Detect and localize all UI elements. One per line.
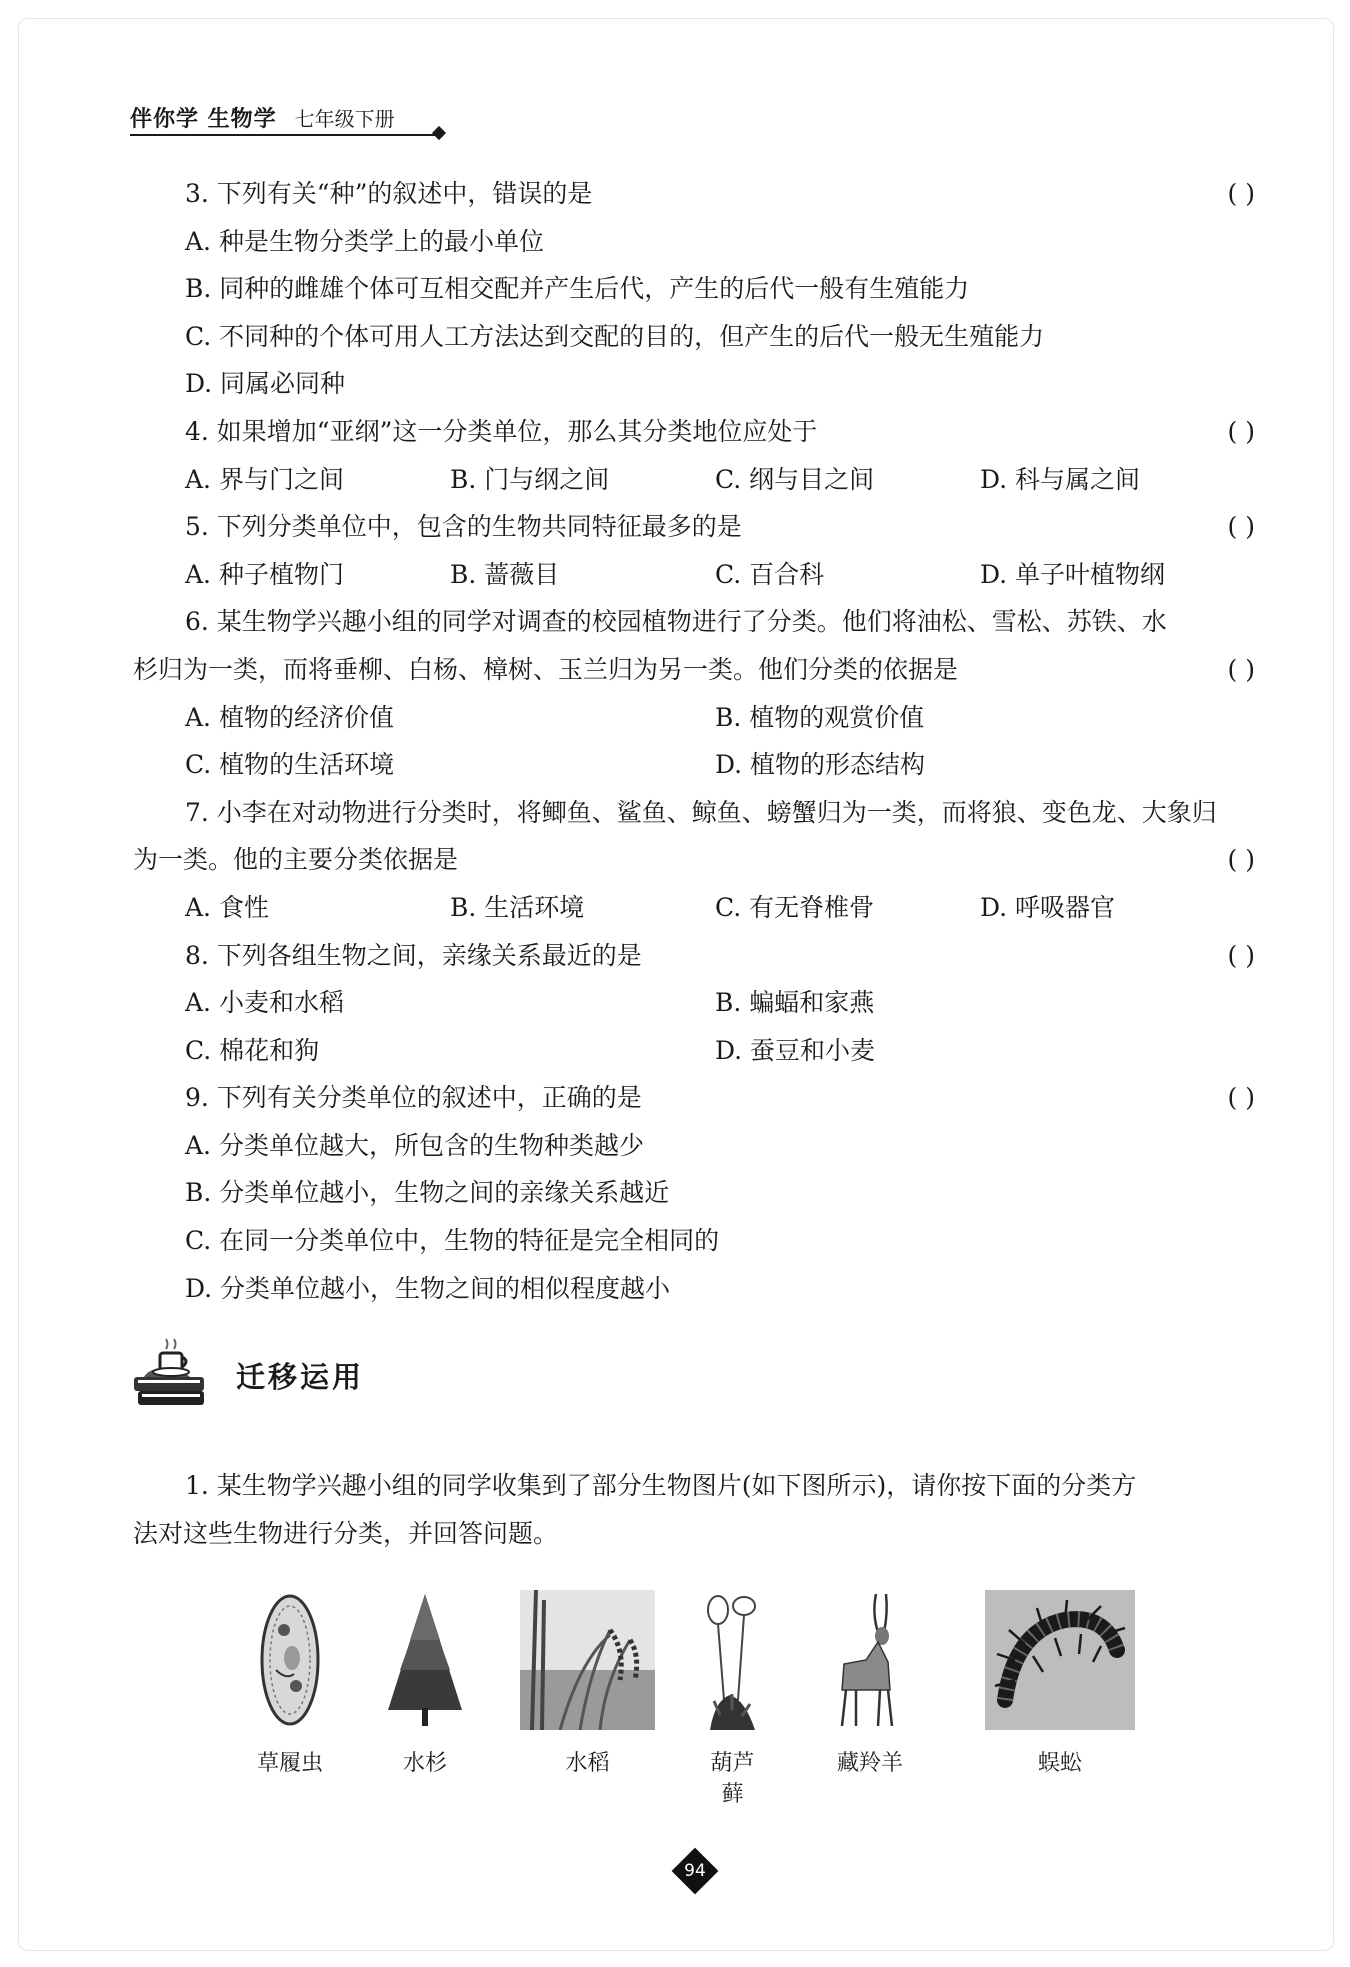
figure-paramecium — [250, 1590, 330, 1777]
figure-caption: 葫芦藓 — [710, 1751, 755, 1807]
option-row — [133, 360, 1255, 408]
question-stem: 1. 某生物学兴趣小组的同学收集到了部分生物图片(如下图所示)，请你按下面的分类方 — [185, 1471, 1137, 1500]
option-B: B. 分类单位越小，生物之间的亲缘关系越近 — [185, 1178, 670, 1208]
option-A: A. 界与门之间 — [185, 464, 344, 494]
rice-image — [520, 1590, 655, 1730]
option-B: B. 蔷薇目 — [450, 559, 560, 589]
option-row — [133, 979, 1255, 1027]
option-row — [133, 218, 1255, 266]
figure-caption: 水稻 — [565, 1751, 610, 1776]
stem-text: 5. 下列分类单位中，包含的生物共同特征最多的是 — [185, 512, 742, 542]
option-A: A. 小麦和水稻 — [185, 988, 344, 1018]
figure-centipede — [985, 1590, 1135, 1777]
answer-blank[interactable]: ( ) — [1227, 512, 1255, 542]
option-D: D. 分类单位越小，生物之间的相似程度越小 — [185, 1273, 671, 1303]
option-row — [133, 265, 1255, 313]
option-row — [133, 1122, 1255, 1170]
answer-blank[interactable]: ( ) — [1227, 1083, 1255, 1113]
centipede-image — [985, 1590, 1135, 1730]
figure-moss — [700, 1590, 765, 1808]
question-list — [133, 170, 1255, 1312]
option-row — [133, 741, 1255, 789]
page-number: 94 — [684, 1861, 706, 1881]
figure-caption: 水杉 — [402, 1751, 447, 1776]
question-stem-q6 — [133, 598, 1255, 646]
option-A: A. 种是生物分类学上的最小单位 — [185, 226, 544, 256]
option-C: C. 百合科 — [715, 559, 825, 589]
stem-text: 4. 如果增加“亚纲”这一分类单位，那么其分类地位应处于 — [185, 416, 818, 446]
running-header — [130, 102, 395, 138]
dawn-redwood-image — [380, 1590, 470, 1730]
books-coffee-icon — [130, 1335, 220, 1415]
answer-blank[interactable]: ( ) — [1227, 654, 1255, 684]
moss-image — [700, 1590, 765, 1730]
paramecium-image — [250, 1590, 330, 1730]
question-stem-cont — [133, 646, 1255, 694]
option-B: B. 植物的观赏价值 — [715, 702, 925, 732]
figure-antelope — [830, 1590, 910, 1777]
option-row — [133, 694, 1255, 742]
stem-text: 3. 下列有关“种”的叙述中，错误的是 — [185, 179, 593, 208]
header-rule — [130, 134, 440, 136]
option-row — [133, 456, 1255, 504]
option-D: D. 单子叶植物纲 — [980, 559, 1166, 589]
question-stem-cont — [133, 836, 1255, 884]
option-A: A. 种子植物门 — [185, 559, 344, 589]
answer-blank[interactable]: ( ) — [1227, 416, 1255, 446]
option-row — [133, 1169, 1255, 1217]
answer-blank[interactable]: ( ) — [1227, 845, 1255, 875]
option-D: D. 植物的形态结构 — [715, 750, 926, 780]
option-C: C. 在同一分类单位中，生物的特征是完全相同的 — [185, 1226, 720, 1256]
question-stem-q7 — [133, 789, 1255, 837]
question-stem-q3 — [133, 170, 1255, 218]
option-D: D. 同属必同种 — [185, 369, 346, 399]
answer-blank[interactable]: ( ) — [1227, 179, 1255, 208]
question-stem-q5 — [133, 503, 1255, 551]
option-row — [133, 551, 1255, 599]
stem-text: 8. 下列各组生物之间，亲缘关系最近的是 — [185, 940, 642, 970]
stem-text: 9. 下列有关分类单位的叙述中，正确的是 — [185, 1083, 642, 1113]
option-D: D. 科与属之间 — [980, 464, 1141, 494]
organism-figures — [230, 1590, 1170, 1807]
option-D: D. 蚕豆和小麦 — [715, 1035, 876, 1065]
stem-text-cont: 为一类。他的主要分类依据是 — [133, 845, 459, 875]
figure-caption: 草履虫 — [256, 1751, 323, 1776]
section-title: 迁移运用 — [236, 1359, 365, 1394]
book-title: 伴你学 生物学 — [130, 107, 277, 132]
option-row — [133, 1265, 1255, 1313]
option-B: B. 门与纲之间 — [450, 464, 610, 494]
option-A: A. 食性 — [185, 892, 269, 922]
transfer-question-1 — [133, 1462, 1255, 1557]
option-row — [133, 1217, 1255, 1265]
option-B: B. 蝙蝠和家燕 — [715, 988, 875, 1018]
question-stem-cont: 法对这些生物进行分类，并回答问题。 — [133, 1518, 559, 1548]
stem-text-cont: 杉归为一类，而将垂柳、白杨、樟树、玉兰归为另一类。他们分类的依据是 — [133, 654, 959, 684]
figure-caption: 蜈蚣 — [1037, 1751, 1082, 1776]
option-B: B. 同种的雌雄个体可互相交配并产生后代，产生的后代一般有生殖能力 — [185, 274, 970, 304]
option-B: B. 生活环境 — [450, 892, 585, 922]
question-stem-q8 — [133, 932, 1255, 980]
option-row — [133, 1027, 1255, 1075]
question-stem-q9 — [133, 1074, 1255, 1122]
option-C: C. 有无脊椎骨 — [715, 892, 875, 922]
answer-blank[interactable]: ( ) — [1227, 940, 1255, 970]
stem-text: 7. 小李在对动物进行分类时，将鲫鱼、鲨鱼、鲸鱼、螃蟹归为一类，而将狼、变色龙、大象归 — [185, 797, 1217, 827]
figure-rice — [520, 1590, 655, 1777]
option-A: A. 分类单位越大，所包含的生物种类越少 — [185, 1130, 644, 1160]
figure-caption: 藏羚羊 — [836, 1751, 903, 1776]
page-number-badge — [672, 1848, 718, 1894]
option-D: D. 呼吸器官 — [980, 892, 1116, 922]
antelope-image — [830, 1590, 910, 1730]
stem-text: 6. 某生物学兴趣小组的同学对调查的校园植物进行了分类。他们将油松、雪松、苏铁、水 — [185, 607, 1167, 637]
option-C: C. 植物的生活环境 — [185, 750, 395, 780]
section-heading — [130, 1335, 364, 1415]
option-A: A. 植物的经济价值 — [185, 702, 394, 732]
question-stem-q4 — [133, 408, 1255, 456]
option-C: C. 棉花和狗 — [185, 1035, 320, 1065]
option-row — [133, 884, 1255, 932]
option-C: C. 纲与目之间 — [715, 464, 875, 494]
option-row — [133, 313, 1255, 361]
grade-label: 七年级下册 — [294, 107, 395, 131]
figure-dawn-redwood — [380, 1590, 470, 1777]
option-C: C. 不同种的个体可用人工方法达到交配的目的，但产生的后代一般无生殖能力 — [185, 321, 1045, 351]
